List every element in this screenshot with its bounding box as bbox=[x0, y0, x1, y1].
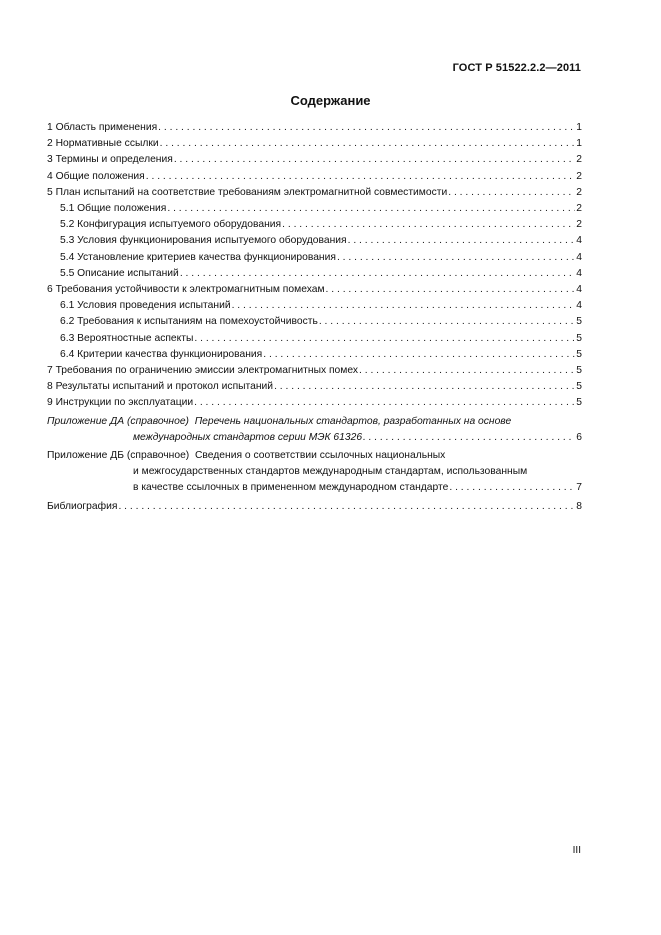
leader-dots bbox=[194, 395, 575, 411]
toc-entry-5-2[interactable]: 5.2 Конфигурация испытуемого оборудования . . . 2 bbox=[47, 217, 582, 233]
toc-entry-5-1[interactable]: 5.1 Общие положения . . . 2 bbox=[47, 201, 582, 217]
leader-dots bbox=[118, 499, 575, 515]
toc-entry-3[interactable]: 3 Термины и определения . . . 2 bbox=[47, 152, 582, 168]
toc-appendix-db[interactable]: Приложение ДБ (справочное) Сведения о соответствии ссылочных национальных и межгосударственных стандартов международным стандартам, использованным в качестве ссылочных в примененном международном стандарте . . . 7 bbox=[47, 448, 582, 497]
appendix-title-line: Перечень национальных стандартов, разработанных на основе bbox=[194, 415, 512, 427]
toc-appendix-da[interactable]: Приложение ДА (справочное) Перечень национальных стандартов, разработанных на основе международных стандартов серии МЭК 61326 . . . 6 bbox=[47, 414, 582, 446]
toc-title: Содержание bbox=[290, 93, 371, 108]
leader-dots bbox=[326, 282, 576, 298]
leader-dots bbox=[160, 136, 576, 152]
leader-dots bbox=[319, 314, 575, 330]
leader-dots bbox=[174, 152, 575, 168]
toc-entry-2[interactable]: 2 Нормативные ссылки . . . 1 bbox=[47, 136, 582, 152]
leader-dots bbox=[274, 379, 575, 395]
appendix-title-line: международных стандартов серии МЭК 61326 bbox=[133, 431, 363, 443]
table-of-contents bbox=[47, 120, 582, 515]
leader-dots bbox=[282, 217, 575, 233]
toc-entry-9[interactable]: 9 Инструкции по эксплуатации . . . 5 bbox=[47, 395, 582, 411]
leader-dots bbox=[232, 298, 576, 314]
toc-entry-6-3[interactable]: 6.3 Вероятностные аспекты . . . 5 bbox=[47, 331, 582, 347]
toc-entry-5-3[interactable]: 5.3 Условия функционирования испытуемого оборудования . . . 4 bbox=[47, 233, 582, 249]
toc-entry-7[interactable]: 7 Требования по ограничению эмиссии электромагнитных помех . . . 5 bbox=[47, 363, 582, 379]
appendix-title-line: и межгосударственных стандартов международным стандартам, использованным bbox=[133, 466, 528, 478]
toc-entry-5-4[interactable]: 5.4 Установление критериев качества функционирования . . . 4 bbox=[47, 250, 582, 266]
leader-dots bbox=[263, 347, 575, 363]
appendix-title-line: Сведения о соответствии ссылочных национальных bbox=[194, 450, 446, 462]
leader-dots bbox=[449, 480, 575, 496]
leader-dots bbox=[158, 120, 575, 136]
leader-dots bbox=[146, 169, 576, 185]
toc-entry-bibliography[interactable]: Библиография . . . 8 bbox=[47, 499, 582, 515]
toc-entry-8[interactable]: 8 Результаты испытаний и протокол испытаний . . . 5 bbox=[47, 379, 582, 395]
toc-entry-6-1[interactable]: 6.1 Условия проведения испытаний . . . 4 bbox=[47, 298, 582, 314]
leader-dots bbox=[363, 430, 575, 446]
leader-dots bbox=[448, 185, 575, 201]
toc-entry-5-5[interactable]: 5.5 Описание испытаний . . . 4 bbox=[47, 266, 582, 282]
appendix-label: Приложение ДБ (справочное) bbox=[47, 450, 190, 462]
appendix-label: Приложение ДА (справочное) bbox=[47, 415, 189, 427]
document-code: ГОСТ Р 51522.2.2—2011 bbox=[452, 62, 581, 74]
leader-dots bbox=[167, 201, 575, 217]
leader-dots bbox=[359, 363, 575, 379]
leader-dots bbox=[194, 331, 575, 347]
toc-entry-6-4[interactable]: 6.4 Критерии качества функционирования . . . 5 bbox=[47, 347, 582, 363]
toc-entry-4[interactable]: 4 Общие положения . . . 2 bbox=[47, 169, 582, 185]
toc-entry-6[interactable]: 6 Требования устойчивости к электромагнитным помехам . . . 4 bbox=[47, 282, 582, 298]
toc-entry-5[interactable]: 5 План испытаний на соответствие требованиям электромагнитной совместимости . . . 2 bbox=[47, 185, 582, 201]
leader-dots bbox=[180, 266, 575, 282]
toc-entry-1[interactable]: 1 Область применения . . . 1 bbox=[47, 120, 582, 136]
leader-dots bbox=[337, 250, 575, 266]
appendix-title-line: в качестве ссылочных в примененном международном стандарте bbox=[133, 482, 449, 494]
leader-dots bbox=[348, 233, 576, 249]
page-number: III bbox=[572, 845, 581, 856]
toc-entry-6-2[interactable]: 6.2 Требования к испытаниям на помехоустойчивость . . . 5 bbox=[47, 314, 582, 330]
